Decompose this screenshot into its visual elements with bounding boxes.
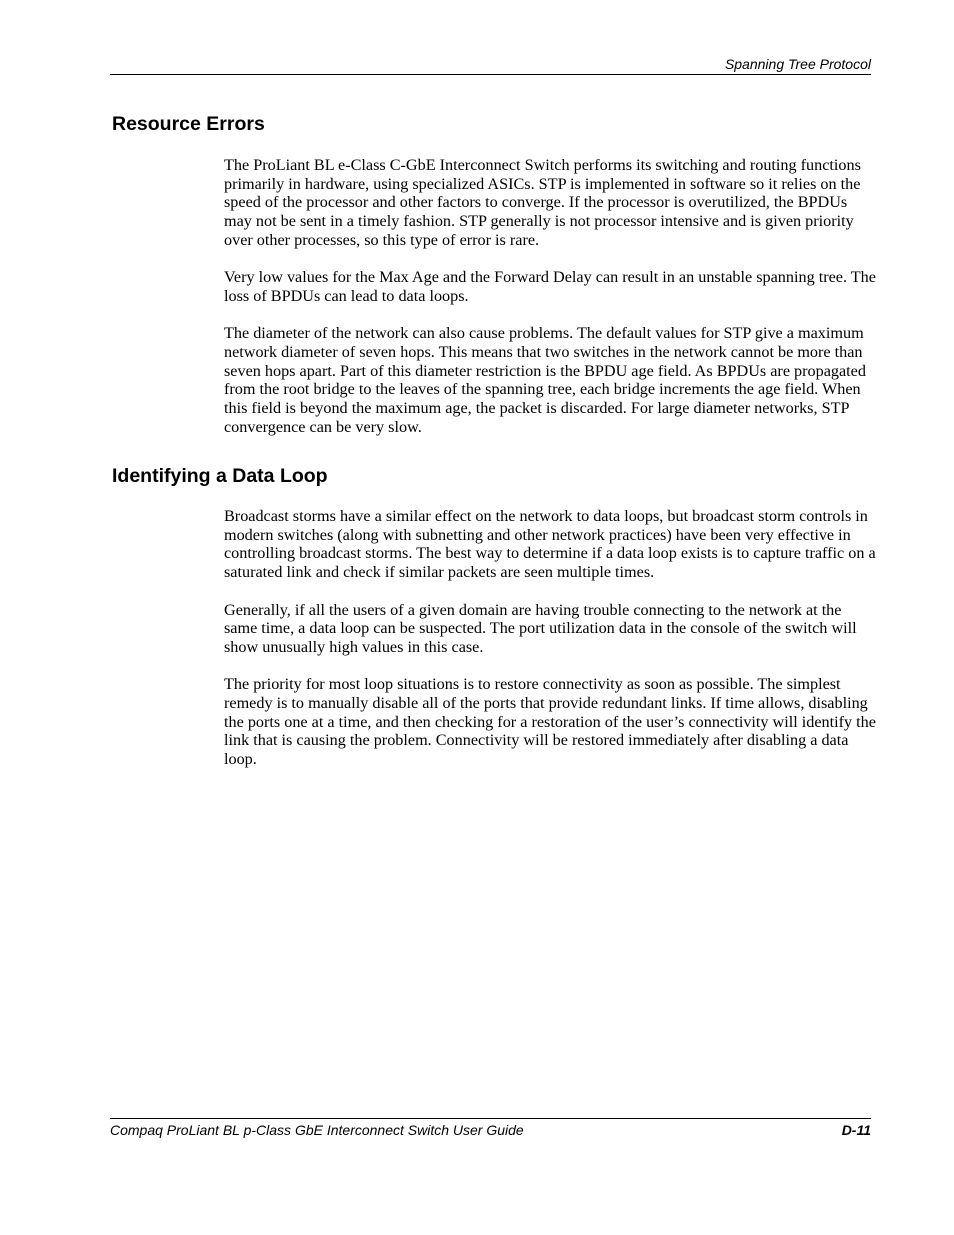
section-body-resource-errors — [224, 156, 876, 455]
running-header — [110, 55, 871, 75]
running-header-title: Spanning Tree Protocol — [724, 56, 871, 72]
paragraph: Generally, if all the users of a given domain are having trouble connecting to the network at the same time, a data loop can be suspected. The port utilization data in the console of the switch will show unusually high values in this case. — [224, 600, 857, 656]
paragraph: The ProLiant BL e-Class C-GbE Interconnect Switch performs its switching and routing functions primarily in hardware, using specialized ASICs. STP is implemented in software so it relies on the speed of the processor and other factors to converge. If the processor is overutilized, the BPDUs may not be sent in a timely fashion. STP generally is not processor intensive and is given priority over other processes, so this type of error is rare. — [224, 156, 861, 249]
footer-guide-title: Compaq ProLiant BL p-Class GbE Interconnect Switch User Guide — [110, 1122, 524, 1138]
section-heading-identifying-data-loop: Identifying a Data Loop — [112, 465, 328, 487]
footer-page-number: D-11 — [841, 1122, 871, 1138]
paragraph: Very low values for the Max Age and the Forward Delay can result in an unstable spanning tree. The loss of BPDUs can lead to data loops. — [224, 268, 876, 305]
running-footer — [110, 1118, 871, 1139]
paragraph: The priority for most loop situations is to restore connectivity as soon as possible. The simplest remedy is to manually disable all of the ports that provide redundant links. If time allows, disabling the ports one at a time, and then checking for a restoration of the user’s connectivity will identify the link that is causing the problem. Connectivity will be restored immediately after disabling a data loop. — [224, 675, 876, 769]
paragraph: The diameter of the network can also cause problems. The default values for STP give a maximum network diameter of seven hops. This means that two switches in the network cannot be more than seven hops apart. Part of this diameter restriction is the BPDU age field. As BPDUs are propagated from the root bridge to the leaves of the spanning tree, each bridge increments the age field. When this field is beyond the maximum age, the packet is discarded. For large diameter networks, STP convergence can be very slow. — [224, 324, 866, 436]
section-heading-resource-errors: Resource Errors — [112, 113, 265, 135]
paragraph: Broadcast storms have a similar effect on the network to data loops, but broadcast storm controls in modern switches (along with subnetting and other network practices) have been very effective in controlling broadcast storms. The best way to determine if a data loop exists is to capture traffic on a saturated link and check if similar packets are seen multiple times. — [224, 507, 876, 582]
section-body-identifying-data-loop — [224, 507, 876, 788]
